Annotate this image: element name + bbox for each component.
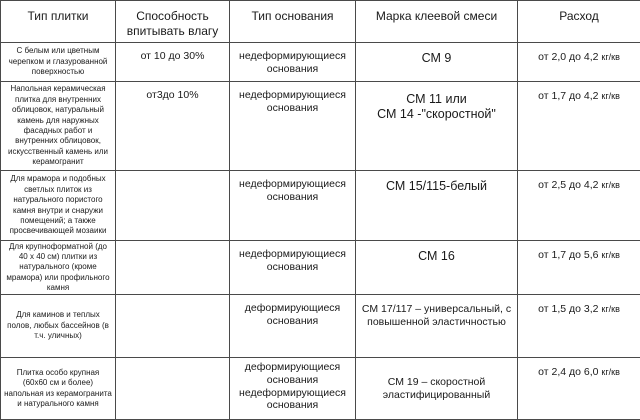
adhesive-brand-cell: СМ 15/115-белый (356, 171, 518, 241)
base-type-line-2: недеформирующиеся основания (233, 387, 352, 413)
adhesive-brand-cell: СМ 17/117 – универсальный, с повышенной эластичностью (356, 295, 518, 358)
consumption-range: от 2,5 до 4,2 (538, 179, 598, 191)
base-type-cell: недеформирующиеся основания (230, 43, 356, 82)
adhesive-brand-cell: СМ 9 (356, 43, 518, 82)
consumption-unit: кг/кв (601, 250, 619, 260)
base-type-cell: деформирующиеся основания (230, 295, 356, 358)
absorption-cell (116, 241, 230, 295)
absorption-cell (116, 358, 230, 420)
consumption-range: от 2,0 до 4,2 (538, 51, 598, 63)
adhesive-brand-cell: СМ 16 (356, 241, 518, 295)
header-absorption: Способность впитывать влагу (116, 1, 230, 43)
header-base-type: Тип основания (230, 1, 356, 43)
tile-type-cell: Напольная керамическая плитка для внутренних облицовок, натуральный камень для наружных фасадных работ и внутренних облицовок, искусственный камень или керамогранит (1, 82, 116, 171)
adhesive-brand-cell: СМ 19 – скоростной эластифицированный (356, 358, 518, 420)
absorption-cell (116, 295, 230, 358)
consumption-unit: кг/кв (601, 52, 619, 62)
header-adhesive-brand: Марка клеевой смеси (356, 1, 518, 43)
consumption-cell (518, 82, 640, 171)
tile-type-cell: С белым или цветным черепком и глазурованной поверхностью (1, 43, 116, 82)
table-row (1, 241, 640, 295)
adhesive-brand-cell (356, 82, 518, 171)
tile-type-cell: Плитка особо крупная (60х60 см и более) напольная из керамогранита и натурального камня (1, 358, 116, 420)
consumption-unit: кг/кв (601, 180, 619, 190)
consumption-unit: кг/кв (601, 91, 619, 101)
consumption-cell (518, 171, 640, 241)
absorption-cell: от 10 до 30% (116, 43, 230, 82)
tile-type-cell: Для мрамора и подобных светлых плиток из натурального пористого камня внутри и снаружи помещений; а также просвечивающей мозаики (1, 171, 116, 241)
table-row (1, 82, 640, 171)
table-row (1, 43, 640, 82)
consumption-range: от 2,4 до 6,0 (538, 366, 598, 378)
absorption-cell: от3до 10% (116, 82, 230, 171)
tile-type-cell: Для крупноформатной (до 40 х 40 см) плитки из натурального (кроме мрамора) или профильного камня (1, 241, 116, 295)
header-row (1, 1, 640, 43)
header-tile-type: Тип плитки (1, 1, 116, 43)
consumption-cell (518, 241, 640, 295)
table-row (1, 295, 640, 358)
consumption-cell (518, 43, 640, 82)
tile-type-cell: Для каминов и теплых полов, любых бассейнов (в т.ч. уличных) (1, 295, 116, 358)
base-type-cell: недеформирующиеся основания (230, 241, 356, 295)
consumption-unit: кг/кв (601, 304, 619, 314)
table-row (1, 171, 640, 241)
consumption-range: от 1,7 до 5,6 (538, 249, 598, 261)
consumption-cell (518, 358, 640, 420)
table-row (1, 358, 640, 420)
absorption-cell (116, 171, 230, 241)
base-type-cell: недеформирующиеся основания (230, 82, 356, 171)
consumption-range: от 1,7 до 4,2 (538, 90, 598, 102)
adhesive-brand-line-1: СМ 11 или (359, 92, 514, 107)
base-type-line-1: деформирующиеся основания (233, 361, 352, 387)
base-type-cell (230, 358, 356, 420)
consumption-unit: кг/кв (601, 367, 619, 377)
header-consumption: Расход (518, 1, 640, 43)
base-type-cell: недеформирующиеся основания (230, 171, 356, 241)
consumption-cell (518, 295, 640, 358)
adhesive-brand-line-2: СМ 14 -"скоростной" (359, 107, 514, 122)
consumption-range: от 1,5 до 3,2 (538, 303, 598, 315)
